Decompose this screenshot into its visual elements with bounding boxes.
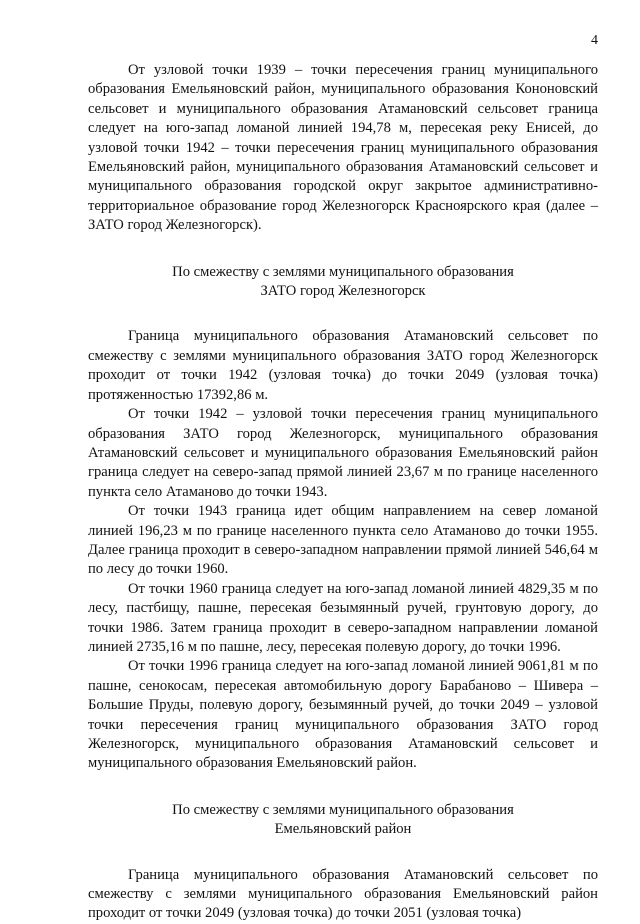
section-heading-line: Емельяновский район bbox=[274, 821, 412, 838]
paragraph: От точки 1943 граница идет общим направлением на север ломаной линией 196,23 м по границе населенного пункта село Атаманово до точки 1955. Далее граница проходит в северо-западном направлении прямой линией 546,64 м по лесу до точки 1960. bbox=[88, 503, 598, 578]
document-body bbox=[88, 61, 598, 924]
paragraph: От точки 1942 – узловой точки пересечения границ муниципального образования ЗАТО город Железногорск, муниципального образования Атамановский сельсовет и муниципального образования Емельяновский район граница следует на северо-запад прямой линией 23,67 м по границе населенного пункта село Атаманово до точки 1943. bbox=[88, 406, 598, 500]
intro-paragraph: От узловой точки 1939 – точки пересечения границ муниципального образования Емельяновский район, муниципального образования Кононовский сельсовет и муниципального образования Атамановский сельсовет граница следует на юго-запад ломаной линией 194,78 м, пересекая реку Енисей, до узловой точки 1942 – точки пересечения границ муниципального образования Емельяновский район, муниципального образования Атамановский сельсовет и муниципального образования городской округ закрытое административно-территориальное образование город Железногорск Красноярского края (далее – ЗАТО город Железногорск). bbox=[88, 62, 598, 234]
paragraph: От точки 1960 граница следует на юго-запад ломаной линией 4829,35 м по лесу, пастбищу, пашне, пересекая безымянный ручей, грунтовую дорогу, до точки 1986. Затем граница проходит в северо-западном направлении ломаной линией 2735,16 м по пашне, лесу, пересекая полевую дорогу, до точки 1996. bbox=[88, 580, 598, 655]
page-number: 4 bbox=[591, 33, 598, 48]
paragraph: Граница муниципального образования Атамановский сельсовет по смежеству с землями муниципального образования ЗАТО город Железногорск проходит от точки 1942 (узловая точка) до точки 2049 (узловая точка) протяженностью 17392,86 м. bbox=[88, 328, 598, 403]
section-heading-line: ЗАТО город Железногорск bbox=[260, 283, 426, 300]
section-emelyanovsky-body bbox=[88, 866, 598, 924]
section-heading-line: По смежеству с землями муниципального образования bbox=[172, 801, 514, 818]
section-heading-line: По смежеству с землями муниципального образования bbox=[172, 263, 514, 280]
paragraph: От точки 1996 граница следует на юго-запад ломаной линией 9061,81 м по пашне, сенокосам, пересекая автомобильную дорогу Барабаново – Шивера – Большие Пруды, полевую дорогу, безымянный ручей, до точки 2049 – узловой точки пересечения границ муниципального образования ЗАТО город Железногорск, муниципального образования Атамановский сельсовет и муниципального образования Емельяновский район. bbox=[88, 658, 598, 772]
paragraph: Граница муниципального образования Атамановский сельсовет по смежеству с землями муниципального образования Емельяновский район проходит от точки 2049 (узловая точка) до точки 2051 (узловая точка) bbox=[88, 866, 598, 922]
section-zato-body bbox=[88, 327, 598, 773]
section-heading-emelyanovsky bbox=[88, 801, 598, 840]
section-heading-zato bbox=[88, 263, 598, 302]
